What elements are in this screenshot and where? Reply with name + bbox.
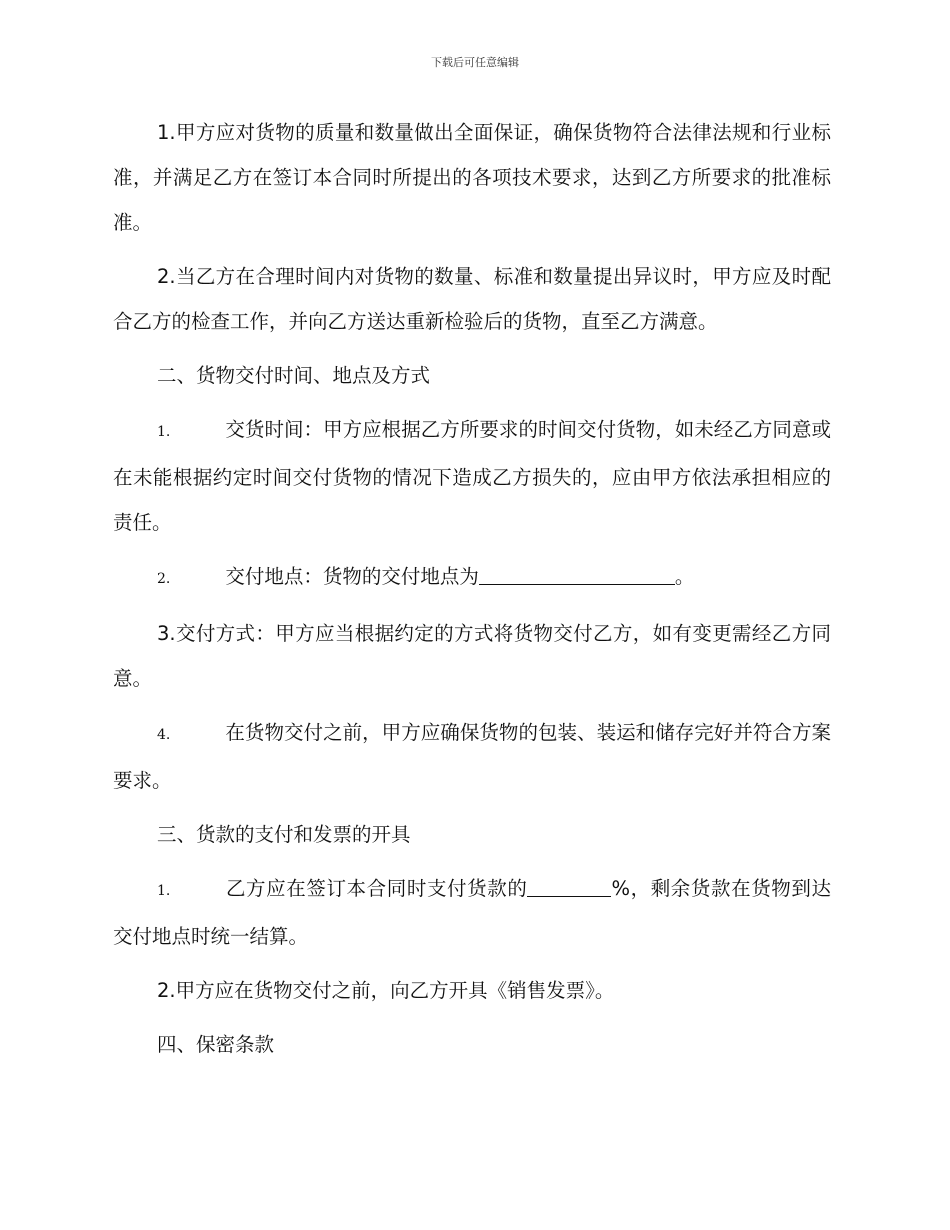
list-number: 4.	[157, 727, 171, 743]
section-heading-confidentiality: 四、保密条款	[157, 1033, 275, 1056]
clause-text: 交付地点：货物的交付地点为	[225, 565, 479, 588]
clause-text: 交货时间：甲方应根据乙方所要求的时间交付货物，如未经乙方同意或在未能根据约定时间交付货物的情况下造成乙方损失的，应由甲方依法承担相应的责任。	[113, 418, 831, 534]
list-number: 1.	[157, 424, 171, 440]
clause-invoice: 2.甲方应在货物交付之前，向乙方开具《销售发票》。	[157, 979, 615, 1002]
payment-percent-blank[interactable]	[527, 876, 611, 897]
page-header: 下载后可任意编辑	[431, 56, 519, 69]
list-number: 2.	[157, 571, 171, 587]
clause-objection-inspection: 2.当乙方在合理时间内对货物的数量、标准和数量提出异议时，甲方应及时配合乙方的检查工作，并向乙方送达重新检验后的货物，直至乙方满意。	[113, 265, 831, 333]
document-body	[113, 110, 831, 1076]
clause-packaging	[113, 710, 831, 803]
clause-delivery-place	[113, 554, 831, 602]
list-number: 1.	[157, 883, 171, 899]
clause-text-end: 。	[674, 565, 695, 588]
clause-text: 在货物交付之前，甲方应确保货物的包装、装运和储存完好并符合方案要求。	[113, 721, 831, 792]
clause-text-end: %，剩余货款在货物到达交付地点时统一结算。	[113, 877, 831, 948]
clause-delivery-method: 3.交付方式：甲方应当根据约定的方式将货物交付乙方，如有变更需经乙方同意。	[113, 622, 831, 690]
clause-delivery-time	[113, 407, 831, 545]
clause-payment	[113, 866, 831, 959]
section-heading-payment: 三、货款的支付和发票的开具	[157, 823, 411, 846]
clause-quality-guarantee: 1.甲方应对货物的质量和数量做出全面保证，确保货物符合法律法规和行业标准，并满足乙方在签订本合同时所提出的各项技术要求，达到乙方所要求的批准标准。	[113, 121, 831, 234]
delivery-place-blank[interactable]	[479, 564, 675, 585]
section-heading-delivery: 二、货物交付时间、地点及方式	[157, 364, 431, 387]
clause-text: 乙方应在签订本合同时支付货款的	[225, 877, 528, 900]
